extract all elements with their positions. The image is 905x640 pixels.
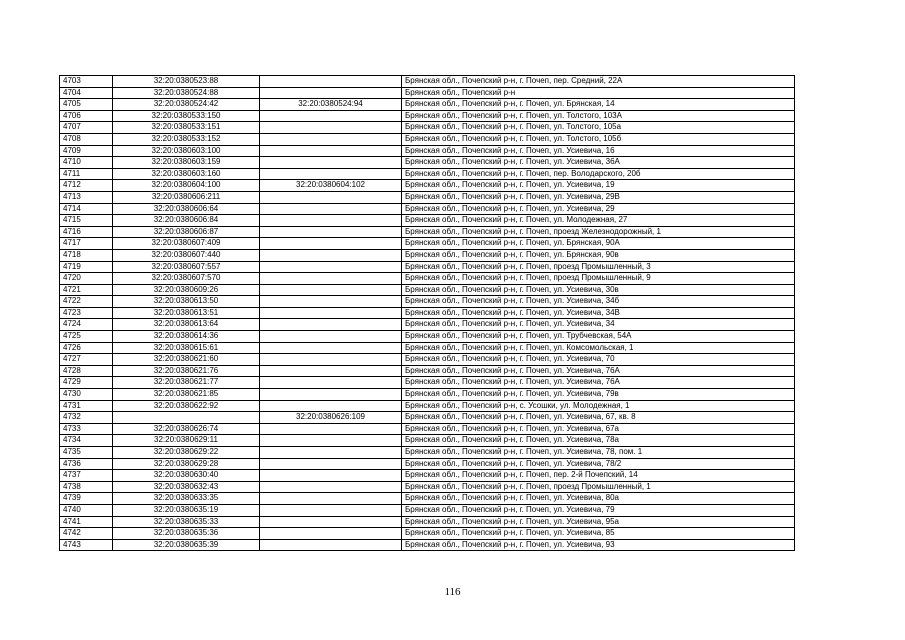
- row-number-cell: 4717: [60, 238, 113, 250]
- address-cell: Брянская обл., Почепский р-н, г. Почеп, ул. Молодежная, 27: [402, 215, 795, 227]
- address-cell: Брянская обл., Почепский р-н, г. Почеп, ул. Усиевича, 78/2: [402, 458, 795, 470]
- address-cell: Брянская обл., Почепский р-н, г. Почеп, проезд Промышленный, 1: [402, 481, 795, 493]
- row-number-cell: 4711: [60, 168, 113, 180]
- cadastral-number-cell: 32:20:0380626:74: [113, 423, 260, 435]
- table-row: [60, 180, 795, 192]
- cadastral-number-cell: 32:20:0380614:36: [113, 331, 260, 343]
- row-number-cell: 4733: [60, 423, 113, 435]
- previous-cadastral-number-cell: 32:20:0380524:94: [260, 99, 402, 111]
- row-number-cell: 4703: [60, 76, 113, 88]
- previous-cadastral-number-cell: [260, 284, 402, 296]
- previous-cadastral-number-cell: [260, 122, 402, 134]
- row-number-cell: 4722: [60, 296, 113, 308]
- address-cell: Брянская обл., Почепский р-н, г. Почеп, ул. Толстого, 103А: [402, 110, 795, 122]
- previous-cadastral-number-cell: [260, 539, 402, 551]
- row-number-cell: 4739: [60, 493, 113, 505]
- address-cell: Брянская обл., Почепский р-н, г. Почеп, ул. Усиевича, 85: [402, 528, 795, 540]
- table-row: [60, 87, 795, 99]
- cadastral-number-cell: 32:20:0380603:100: [113, 145, 260, 157]
- address-cell: Брянская обл., Почепский р-н, с. Усошки, ул. Молодежная, 1: [402, 400, 795, 412]
- address-cell: Брянская обл., Почепский р-н, г. Почеп, ул. Усиевича, 78, пом. 1: [402, 447, 795, 459]
- table-row: [60, 99, 795, 111]
- row-number-cell: 4742: [60, 528, 113, 540]
- address-cell: Брянская обл., Почепский р-н, г. Почеп, ул. Трубчевская, 54А: [402, 331, 795, 343]
- address-cell: Брянская обл., Почепский р-н, г. Почеп, ул. Усиевича, 93: [402, 539, 795, 551]
- cadastral-number-cell: 32:20:0380607:557: [113, 261, 260, 273]
- table-row: [60, 342, 795, 354]
- table-row: [60, 307, 795, 319]
- row-number-cell: 4729: [60, 377, 113, 389]
- table-row: [60, 261, 795, 273]
- cadastral-number-cell: 32:20:0380635:36: [113, 528, 260, 540]
- page-number: 116: [444, 586, 461, 598]
- address-cell: Брянская обл., Почепский р-н, г. Почеп, ул. Усиевича, 34б: [402, 296, 795, 308]
- row-number-cell: 4740: [60, 504, 113, 516]
- row-number-cell: 4730: [60, 389, 113, 401]
- table-row: [60, 365, 795, 377]
- address-cell: Брянская обл., Почепский р-н, г. Почеп, проезд Железнодорожный, 1: [402, 226, 795, 238]
- table-row: [60, 133, 795, 145]
- cadastral-number-cell: 32:20:0380603:159: [113, 157, 260, 169]
- cadastral-number-cell: 32:20:0380606:211: [113, 191, 260, 203]
- row-number-cell: 4738: [60, 481, 113, 493]
- cadastral-number-cell: 32:20:0380621:77: [113, 377, 260, 389]
- row-number-cell: 4715: [60, 215, 113, 227]
- previous-cadastral-number-cell: [260, 145, 402, 157]
- cadastral-number-cell: 32:20:0380607:570: [113, 273, 260, 285]
- previous-cadastral-number-cell: [260, 470, 402, 482]
- previous-cadastral-number-cell: [260, 203, 402, 215]
- previous-cadastral-number-cell: 32:20:0380604:102: [260, 180, 402, 192]
- cadastral-number-cell: 32:20:0380606:84: [113, 215, 260, 227]
- previous-cadastral-number-cell: [260, 319, 402, 331]
- table-row: [60, 504, 795, 516]
- table-row: [60, 493, 795, 505]
- row-number-cell: 4741: [60, 516, 113, 528]
- row-number-cell: 4725: [60, 331, 113, 343]
- table-row: [60, 319, 795, 331]
- previous-cadastral-number-cell: [260, 168, 402, 180]
- table-row: [60, 458, 795, 470]
- cadastral-number-cell: 32:20:0380533:152: [113, 133, 260, 145]
- previous-cadastral-number-cell: [260, 342, 402, 354]
- previous-cadastral-number-cell: [260, 447, 402, 459]
- address-cell: Брянская обл., Почепский р-н, г. Почеп, ул. Усиевича, 67, кв. 8: [402, 412, 795, 424]
- table-row: [60, 481, 795, 493]
- table-row: [60, 215, 795, 227]
- address-cell: Брянская обл., Почепский р-н, г. Почеп, ул. Толстого, 105а: [402, 122, 795, 134]
- cadastral-number-cell: 32:20:0380604:100: [113, 180, 260, 192]
- table-row: [60, 191, 795, 203]
- cadastral-number-cell: 32:20:0380621:85: [113, 389, 260, 401]
- row-number-cell: 4737: [60, 470, 113, 482]
- row-number-cell: 4727: [60, 354, 113, 366]
- parcel-register-table: [59, 75, 795, 551]
- row-number-cell: 4721: [60, 284, 113, 296]
- table-row: [60, 447, 795, 459]
- table-row: [60, 412, 795, 424]
- cadastral-number-cell: 32:20:0380621:76: [113, 365, 260, 377]
- previous-cadastral-number-cell: [260, 481, 402, 493]
- parcel-register-body: [60, 76, 795, 551]
- row-number-cell: 4705: [60, 99, 113, 111]
- address-cell: Брянская обл., Почепский р-н, г. Почеп, пер. Средний, 22А: [402, 76, 795, 88]
- address-cell: Брянская обл., Почепский р-н, г. Почеп, ул. Усиевича, 95а: [402, 516, 795, 528]
- row-number-cell: 4713: [60, 191, 113, 203]
- previous-cadastral-number-cell: [260, 400, 402, 412]
- address-cell: Брянская обл., Почепский р-н, г. Почеп, ул. Усиевича, 19: [402, 180, 795, 192]
- previous-cadastral-number-cell: [260, 87, 402, 99]
- table-row: [60, 122, 795, 134]
- row-number-cell: 4714: [60, 203, 113, 215]
- cadastral-number-cell: [113, 412, 260, 424]
- previous-cadastral-number-cell: [260, 133, 402, 145]
- table-row: [60, 273, 795, 285]
- address-cell: Брянская обл., Почепский р-н, г. Почеп, ул. Усиевича, 79в: [402, 389, 795, 401]
- previous-cadastral-number-cell: [260, 365, 402, 377]
- table-row: [60, 249, 795, 261]
- table-row: [60, 110, 795, 122]
- row-number-cell: 4726: [60, 342, 113, 354]
- previous-cadastral-number-cell: 32:20:0380626:109: [260, 412, 402, 424]
- cadastral-number-cell: 32:20:0380613:51: [113, 307, 260, 319]
- address-cell: Брянская обл., Почепский р-н, г. Почеп, ул. Усиевича, 78а: [402, 435, 795, 447]
- table-row: [60, 331, 795, 343]
- previous-cadastral-number-cell: [260, 435, 402, 447]
- previous-cadastral-number-cell: [260, 76, 402, 88]
- row-number-cell: 4709: [60, 145, 113, 157]
- address-cell: Брянская обл., Почепский р-н, г. Почеп, ул. Усиевича, 34: [402, 319, 795, 331]
- cadastral-number-cell: 32:20:0380603:160: [113, 168, 260, 180]
- row-number-cell: 4724: [60, 319, 113, 331]
- previous-cadastral-number-cell: [260, 423, 402, 435]
- cadastral-number-cell: 32:20:0380609:26: [113, 284, 260, 296]
- row-number-cell: 4736: [60, 458, 113, 470]
- previous-cadastral-number-cell: [260, 377, 402, 389]
- previous-cadastral-number-cell: [260, 215, 402, 227]
- row-number-cell: 4731: [60, 400, 113, 412]
- cadastral-number-cell: 32:20:0380632:43: [113, 481, 260, 493]
- table-row: [60, 354, 795, 366]
- previous-cadastral-number-cell: [260, 110, 402, 122]
- address-cell: Брянская обл., Почепский р-н, г. Почеп, ул. Усиевича, 29: [402, 203, 795, 215]
- table-row: [60, 168, 795, 180]
- previous-cadastral-number-cell: [260, 389, 402, 401]
- cadastral-number-cell: 32:20:0380524:88: [113, 87, 260, 99]
- table-row: [60, 389, 795, 401]
- row-number-cell: 4706: [60, 110, 113, 122]
- previous-cadastral-number-cell: [260, 296, 402, 308]
- address-cell: Брянская обл., Почепский р-н, г. Почеп, ул. Усиевича, 70: [402, 354, 795, 366]
- table-row: [60, 238, 795, 250]
- cadastral-number-cell: 32:20:0380630:40: [113, 470, 260, 482]
- row-number-cell: 4723: [60, 307, 113, 319]
- row-number-cell: 4732: [60, 412, 113, 424]
- table-row: [60, 157, 795, 169]
- cadastral-number-cell: 32:20:0380622:92: [113, 400, 260, 412]
- cadastral-number-cell: 32:20:0380606:87: [113, 226, 260, 238]
- table-row: [60, 528, 795, 540]
- previous-cadastral-number-cell: [260, 331, 402, 343]
- cadastral-number-cell: 32:20:0380533:150: [113, 110, 260, 122]
- cadastral-number-cell: 32:20:0380607:440: [113, 249, 260, 261]
- row-number-cell: 4719: [60, 261, 113, 273]
- address-cell: Брянская обл., Почепский р-н, г. Почеп, пер. Володарского, 20б: [402, 168, 795, 180]
- previous-cadastral-number-cell: [260, 157, 402, 169]
- cadastral-number-cell: 32:20:0380629:22: [113, 447, 260, 459]
- previous-cadastral-number-cell: [260, 493, 402, 505]
- cadastral-number-cell: 32:20:0380523:88: [113, 76, 260, 88]
- cadastral-number-cell: 32:20:0380607:409: [113, 238, 260, 250]
- cadastral-number-cell: 32:20:0380606:64: [113, 203, 260, 215]
- address-cell: Брянская обл., Почепский р-н, г. Почеп, ул. Усиевича, 67а: [402, 423, 795, 435]
- table-row: [60, 296, 795, 308]
- table-row: [60, 145, 795, 157]
- previous-cadastral-number-cell: [260, 504, 402, 516]
- cadastral-number-cell: 32:20:0380633:35: [113, 493, 260, 505]
- previous-cadastral-number-cell: [260, 261, 402, 273]
- table-row: [60, 435, 795, 447]
- address-cell: Брянская обл., Почепский р-н, г. Почеп, ул. Толстого, 105б: [402, 133, 795, 145]
- previous-cadastral-number-cell: [260, 191, 402, 203]
- cadastral-number-cell: 32:20:0380635:39: [113, 539, 260, 551]
- address-cell: Брянская обл., Почепский р-н, г. Почеп, ул. Усиевича, 76А: [402, 365, 795, 377]
- row-number-cell: 4734: [60, 435, 113, 447]
- table-row: [60, 400, 795, 412]
- address-cell: Брянская обл., Почепский р-н, г. Почеп, ул. Усиевича, 76А: [402, 377, 795, 389]
- row-number-cell: 4707: [60, 122, 113, 134]
- address-cell: Брянская обл., Почепский р-н, г. Почеп, ул. Комсомольская, 1: [402, 342, 795, 354]
- row-number-cell: 4710: [60, 157, 113, 169]
- row-number-cell: 4743: [60, 539, 113, 551]
- row-number-cell: 4716: [60, 226, 113, 238]
- cadastral-number-cell: 32:20:0380629:11: [113, 435, 260, 447]
- previous-cadastral-number-cell: [260, 238, 402, 250]
- address-cell: Брянская обл., Почепский р-н, г. Почеп, ул. Усиевича, 80а: [402, 493, 795, 505]
- address-cell: Брянская обл., Почепский р-н, г. Почеп, пер. 2-й Почепский, 14: [402, 470, 795, 482]
- table-row: [60, 203, 795, 215]
- address-cell: Брянская обл., Почепский р-н, г. Почеп, ул. Усиевича, 34В: [402, 307, 795, 319]
- address-cell: Брянская обл., Почепский р-н, г. Почеп, ул. Усиевича, 29В: [402, 191, 795, 203]
- address-cell: Брянская обл., Почепский р-н, г. Почеп, ул. Усиевича, 16: [402, 145, 795, 157]
- cadastral-number-cell: 32:20:0380524:42: [113, 99, 260, 111]
- cadastral-number-cell: 32:20:0380635:19: [113, 504, 260, 516]
- cadastral-number-cell: 32:20:0380629:28: [113, 458, 260, 470]
- previous-cadastral-number-cell: [260, 516, 402, 528]
- cadastral-number-cell: 32:20:0380613:64: [113, 319, 260, 331]
- row-number-cell: 4728: [60, 365, 113, 377]
- address-cell: Брянская обл., Почепский р-н, г. Почеп, ул. Усиевича, 36А: [402, 157, 795, 169]
- address-cell: Брянская обл., Почепский р-н, г. Почеп, проезд Промышленный, 9: [402, 273, 795, 285]
- address-cell: Брянская обл., Почепский р-н: [402, 87, 795, 99]
- cadastral-number-cell: 32:20:0380615:61: [113, 342, 260, 354]
- address-cell: Брянская обл., Почепский р-н, г. Почеп, ул. Брянская, 14: [402, 99, 795, 111]
- previous-cadastral-number-cell: [260, 249, 402, 261]
- row-number-cell: 4718: [60, 249, 113, 261]
- address-cell: Брянская обл., Почепский р-н, г. Почеп, ул. Брянская, 90в: [402, 249, 795, 261]
- previous-cadastral-number-cell: [260, 273, 402, 285]
- row-number-cell: 4708: [60, 133, 113, 145]
- address-cell: Брянская обл., Почепский р-н, г. Почеп, проезд Промышленный, 3: [402, 261, 795, 273]
- address-cell: Брянская обл., Почепский р-н, г. Почеп, ул. Усиевича, 79: [402, 504, 795, 516]
- previous-cadastral-number-cell: [260, 307, 402, 319]
- table-row: [60, 539, 795, 551]
- previous-cadastral-number-cell: [260, 458, 402, 470]
- table-row: [60, 76, 795, 88]
- row-number-cell: 4720: [60, 273, 113, 285]
- previous-cadastral-number-cell: [260, 354, 402, 366]
- cadastral-number-cell: 32:20:0380533:151: [113, 122, 260, 134]
- previous-cadastral-number-cell: [260, 226, 402, 238]
- address-cell: Брянская обл., Почепский р-н, г. Почеп, ул. Усиевича, 30в: [402, 284, 795, 296]
- table-row: [60, 423, 795, 435]
- table-row: [60, 226, 795, 238]
- cadastral-number-cell: 32:20:0380613:50: [113, 296, 260, 308]
- previous-cadastral-number-cell: [260, 528, 402, 540]
- table-row: [60, 377, 795, 389]
- table-row: [60, 284, 795, 296]
- address-cell: Брянская обл., Почепский р-н, г. Почеп, ул. Брянская, 90А: [402, 238, 795, 250]
- cadastral-number-cell: 32:20:0380621:60: [113, 354, 260, 366]
- table-row: [60, 470, 795, 482]
- cadastral-number-cell: 32:20:0380635:33: [113, 516, 260, 528]
- table-row: [60, 516, 795, 528]
- row-number-cell: 4735: [60, 447, 113, 459]
- row-number-cell: 4712: [60, 180, 113, 192]
- row-number-cell: 4704: [60, 87, 113, 99]
